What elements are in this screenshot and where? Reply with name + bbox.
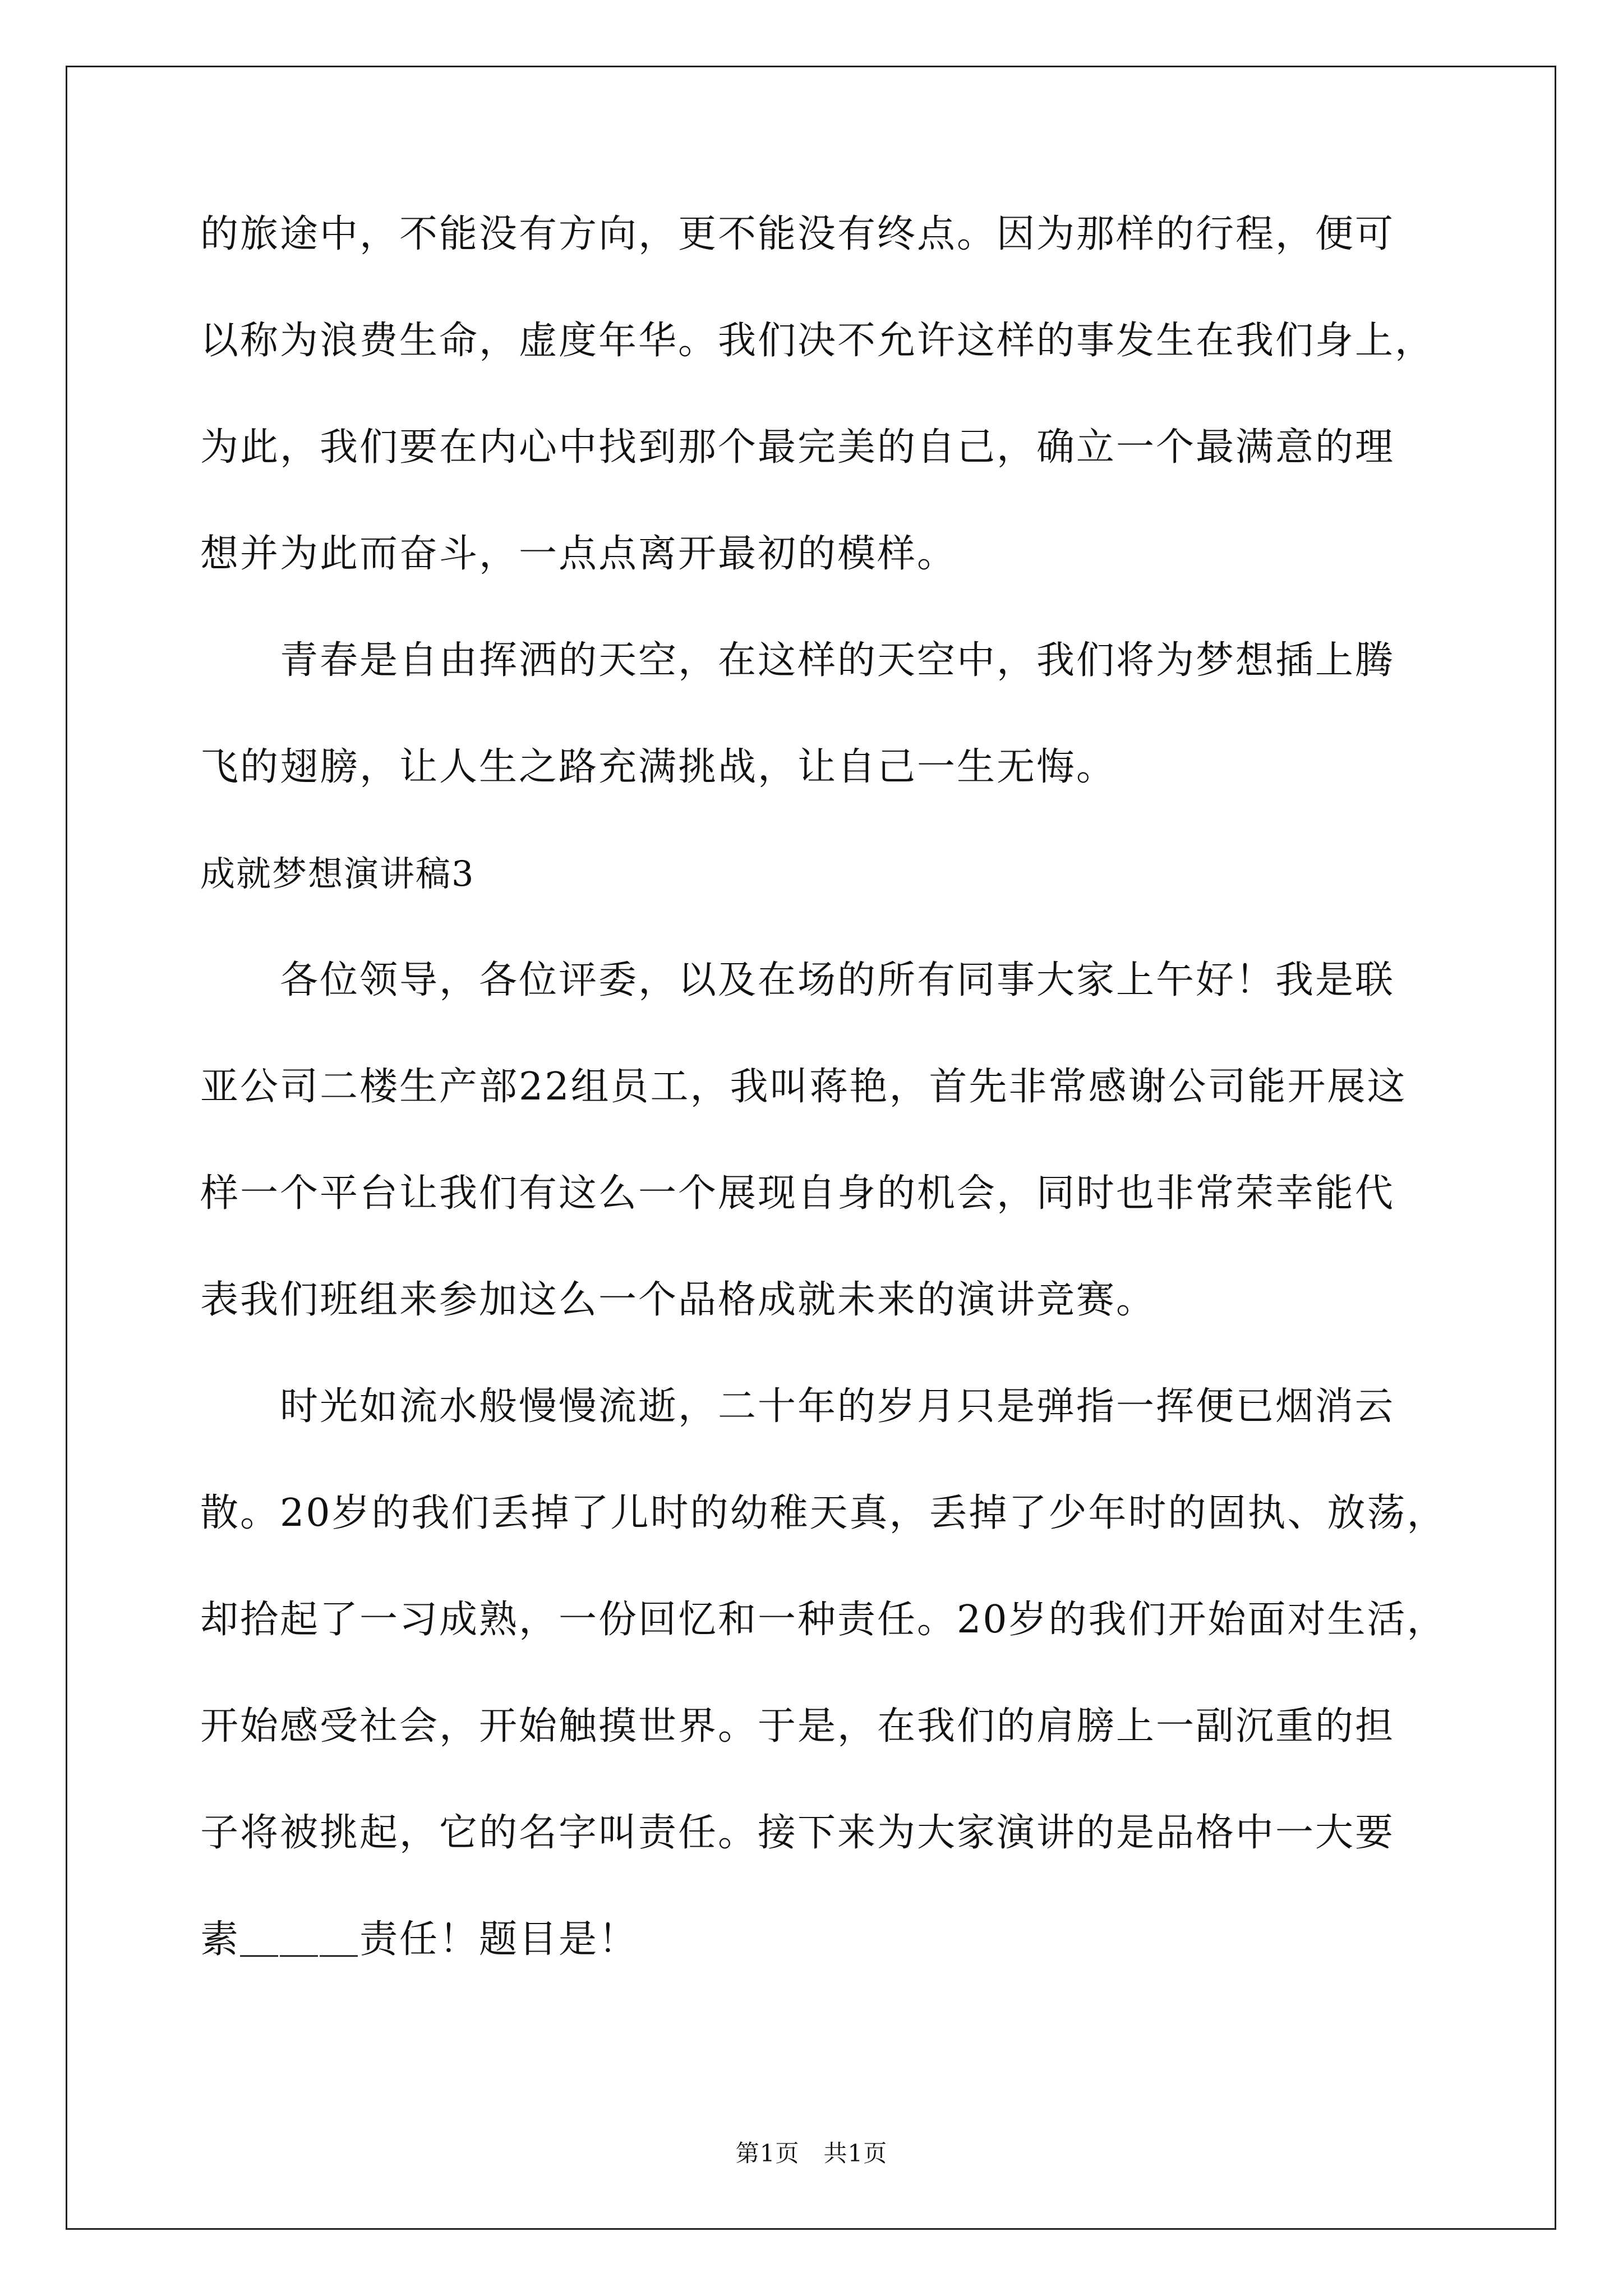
text-line: 青春是自由挥洒的天空，在这样的天空中，我们将为梦想插上腾 [200,638,1395,683]
text-line: 以称为浪费生命，虚度年华。我们决不允许这样的事发生在我们身上， [200,319,1435,363]
text-line: 散。20岁的我们丢掉了儿时的幼稚天真，丢掉了少年时的固执、放荡， [200,1491,1447,1535]
text-line: 却拾起了一习成熟，一份回忆和一种责任。20岁的我们开始面对生活， [200,1598,1447,1642]
text-line: 表我们班组来参加这么一个品格成就未来的演讲竞赛。 [200,1278,1156,1322]
text-line: 样一个平台让我们有这么一个展现自身的机会，同时也非常荣幸能代 [200,1171,1395,1216]
text-line: 想并为此而奋斗，一点点离开最初的模样。 [200,532,957,576]
text-line: 素＿＿＿责任！题目是！ [200,1917,639,1962]
text-line: 时光如流水般慢慢流逝，二十年的岁月只是弹指一挥便已烟消云 [200,1384,1395,1429]
section-heading: 成就梦想演讲稿3 [200,853,475,894]
page-footer: 第1页 共1页 [735,2139,888,2167]
text-line: 为此，我们要在内心中找到那个最完美的自己，确立一个最满意的理 [200,425,1395,470]
text-line: 飞的翅膀，让人生之路充满挑战，让自己一生无悔。 [200,745,1117,789]
text-line: 开始感受社会，开始触摸世界。于是，在我们的肩膀上一副沉重的担 [200,1704,1395,1749]
text-line: 亚公司二楼生产部22组员工，我叫蒋艳，首先非常感谢公司能开展这 [200,1065,1407,1109]
text-line: 各位领导，各位评委，以及在场的所有同事大家上午好！我是联 [200,958,1395,1002]
text-line: 子将被挑起，它的名字叫责任。接下来为大家演讲的是品格中一大要 [200,1811,1395,1855]
page-border [66,66,1556,2230]
text-line: 的旅途中，不能没有方向，更不能没有终点。因为那样的行程，便可 [200,212,1395,256]
